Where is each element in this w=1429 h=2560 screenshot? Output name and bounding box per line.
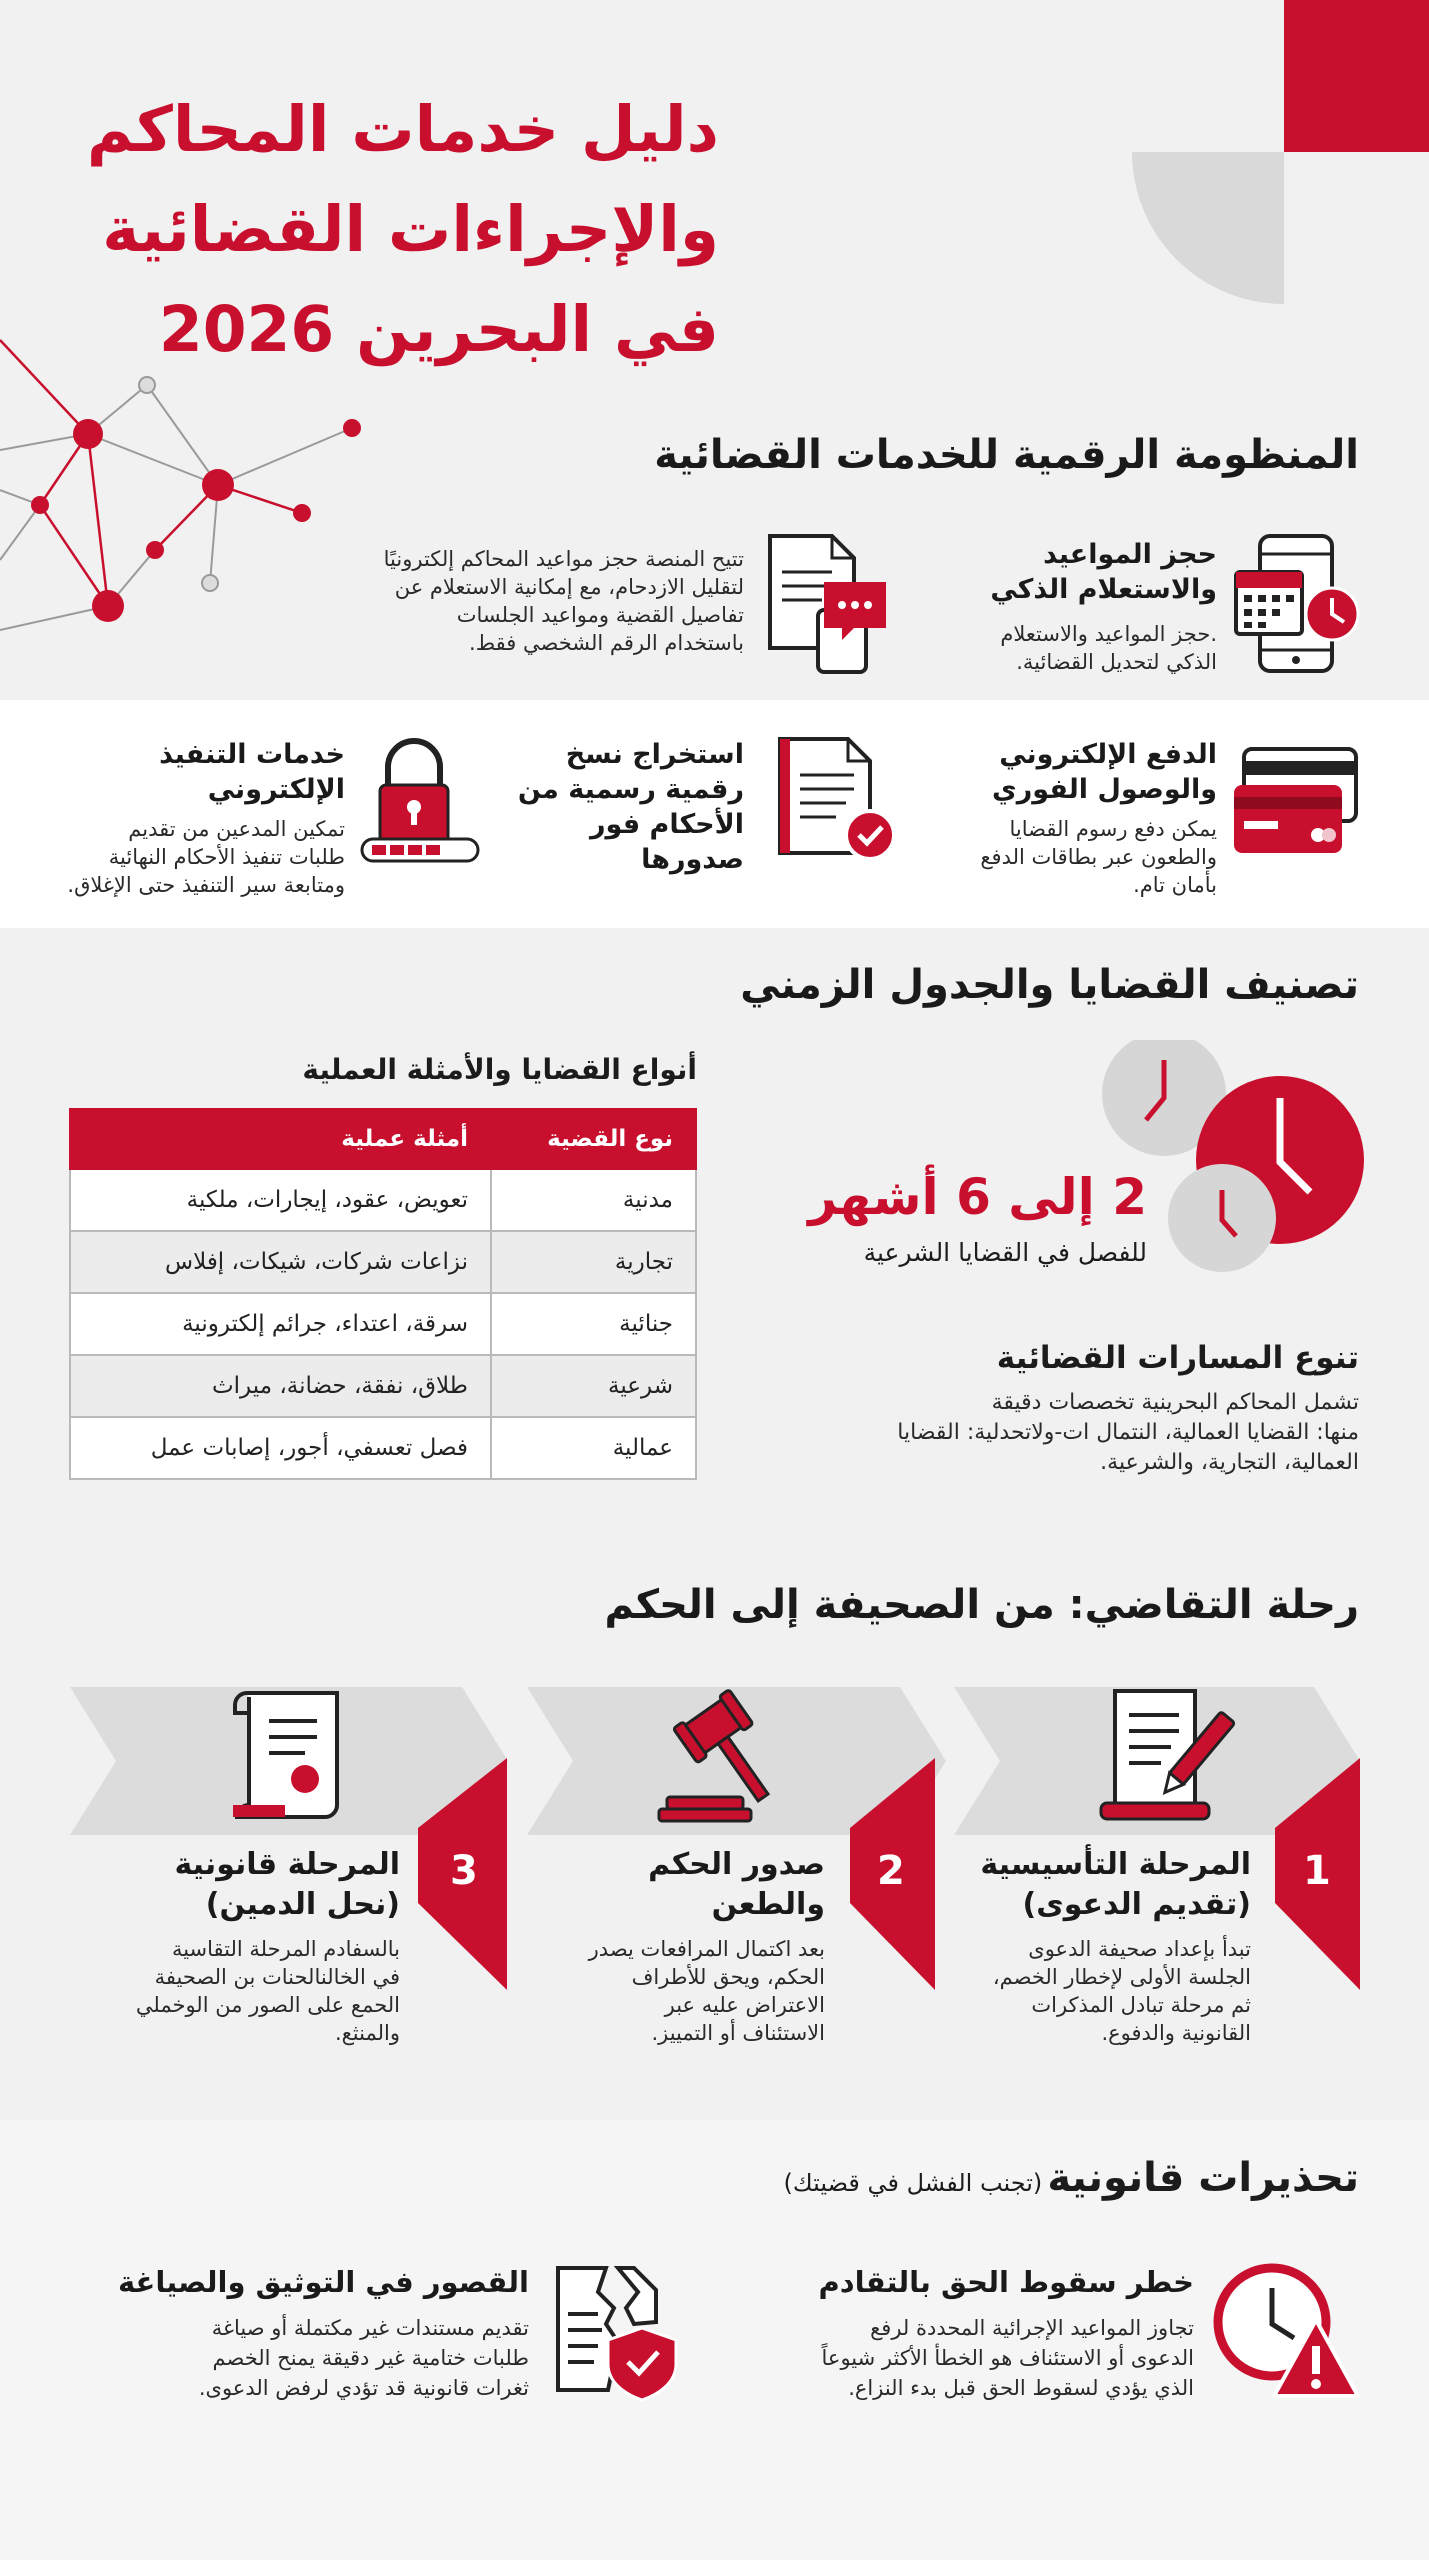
scroll-seal-icon [225, 1685, 355, 1825]
title-line-1: دليل خدمات المحاكم [86, 93, 719, 166]
document-pen-icon [1095, 1685, 1245, 1825]
tracks-text: تشمل المحاكم البحرينية تخصصات دقيقة منها: القضايا العمالية، النتمال ات-ولاتحدلية: القضايا العمالية، التجارية، والشرعية. [897, 1390, 1359, 1475]
deadline-warning-title: خطر سقوط الحق بالتقادم [818, 2265, 1194, 2299]
digital-section-title: المنظومة الرقمية للخدمات القضائية [654, 432, 1359, 478]
journey-section-title: رحلة التقاضي: من الصحيفة إلى الحكم [604, 1582, 1359, 1628]
padlock-icon [358, 735, 483, 865]
stage-number-2: 2 [877, 1848, 905, 1894]
page-title [59, 80, 719, 380]
stage-1-title: المرحلة التأسيسية (تقديم الدعوى) [980, 1847, 1251, 1922]
corner-gray-quarter-circle [1132, 152, 1284, 304]
stage-number-1: 1 [1303, 1848, 1331, 1894]
appointments-title: حجز المواعيد والاستعلام الذكي [990, 539, 1217, 605]
corner-red-square [1284, 0, 1429, 152]
payment-title: الدفع الإلكتروني والوصول الفوري [992, 739, 1217, 805]
cases-table-title: أنواع القضايا والأمثلة العملية [302, 1053, 697, 1086]
enforcement-text: تمكين المدعين من تقديم طلبات تنفيذ الأحكام النهائية ومتابعة سير التنفيذ حتى الإغلاق. [67, 817, 345, 897]
deadline-warning-text: تجاوز المواعيد الإجرائية المحددة لرفع الدعوى أو الاستئناف هو الخطأ الأكثر شيوعاً الذي يؤدي لسقوط الحق قبل بدء النزاع. [821, 2316, 1194, 2400]
stage-number-3: 3 [450, 1848, 478, 1894]
documentation-warning-text: تقديم مستندات غير مكتملة أو صياغة طلبات ختامية غير دقيقة يمنح الخصم ثغرات قانونية قد تؤدي لرفض الدعوى. [198, 2316, 529, 2400]
phone-calendar-icon [1232, 532, 1362, 677]
stage-3-text: بالسفادم المرحلة التقاسية في الخالنالحنات بن الصحيفة الحمع على الصور من الوخملي والمنثع. [135, 1937, 400, 2045]
official-copies-title: استخراج نسخ رقمية رسمية من الأحكام فور صدورها [517, 739, 744, 875]
table-row: تجارية نزاعات شركات، شيكات، إفلاس [70, 1231, 696, 1293]
enforcement-title: خدمات التنفيذ الإلكتروني [159, 739, 345, 805]
clock-warning-icon [1212, 2262, 1362, 2402]
col-header-type: نوع القضية [491, 1109, 696, 1169]
table-row: عمالية فصل تعسفي، أجور، إصابات عمل [70, 1417, 696, 1479]
tracks-title: تنوع المسارات القضائية [996, 1340, 1359, 1376]
warnings-title: تحذيرات قانونية [1047, 2155, 1359, 2201]
appointments-text: .حجز المواعيد والاستعلام الذكي لتحديل القضائية. [1000, 622, 1217, 674]
cases-section-title: تصنيف القضايا والجدول الزمني [740, 962, 1359, 1008]
title-line-2: والإجراءات القضائية [102, 193, 719, 266]
warnings-subtitle: (تجنب الفشل في قضيتك) [783, 2169, 1043, 2197]
table-row: جنائية سرقة، اعتداء، جرائم إلكترونية [70, 1293, 696, 1355]
stage-2-title: صدور الحكم والطعن [648, 1847, 825, 1922]
col-header-examples: أمثلة عملية [70, 1109, 491, 1169]
stage-2-text: بعد اكتمال المرافعات يصدر الحكم، ويحق للأطراف الاعتراض عليه عبر الاستئناف أو التمييز. [588, 1937, 825, 2045]
duration-value: 2 إلى 6 أشهر [808, 1168, 1147, 1226]
cases-table [69, 1108, 697, 1480]
title-line-3: في البحرين 2026 [158, 293, 719, 366]
payment-text: يمكن دفع رسوم القضايا والطعون عبر بطاقات الدفع بأمان تام. [980, 817, 1217, 897]
stage-3-title: المرحلة قانونية (نحل الدمين) [174, 1847, 400, 1922]
platform-description: تتيح المنصة حجز مواعيد المحاكم إلكترونيًا لتقليل الازدحام، مع إمكانية الاستعلام عن تفاصيل القضية ومواعيد الجلسات باستخدام الرقم الشخصي فقط. [383, 547, 744, 655]
document-chat-icon [762, 530, 890, 678]
credit-card-icon [1232, 745, 1362, 855]
warnings-heading [784, 2155, 1359, 2201]
table-row: شرعية طلاق، نفقة، حضانة، ميراث [70, 1355, 696, 1417]
gavel-icon [655, 1685, 805, 1825]
broken-document-shield-icon [548, 2262, 684, 2402]
stage-1-text: تبدأ بإعداد صحيفة الدعوى الجلسة الأولى لإخطار الخصم، ثم مرحلة تبادل المذكرات القانونية والدفوع. [992, 1937, 1251, 2045]
documentation-warning-title: القصور في التوثيق والصياغة [117, 2265, 529, 2299]
certified-document-icon [770, 735, 900, 865]
duration-caption: للفصل في القضايا الشرعية [863, 1238, 1147, 1267]
table-row: مدنية تعويض، عقود، إيجارات، ملكية [70, 1169, 696, 1231]
